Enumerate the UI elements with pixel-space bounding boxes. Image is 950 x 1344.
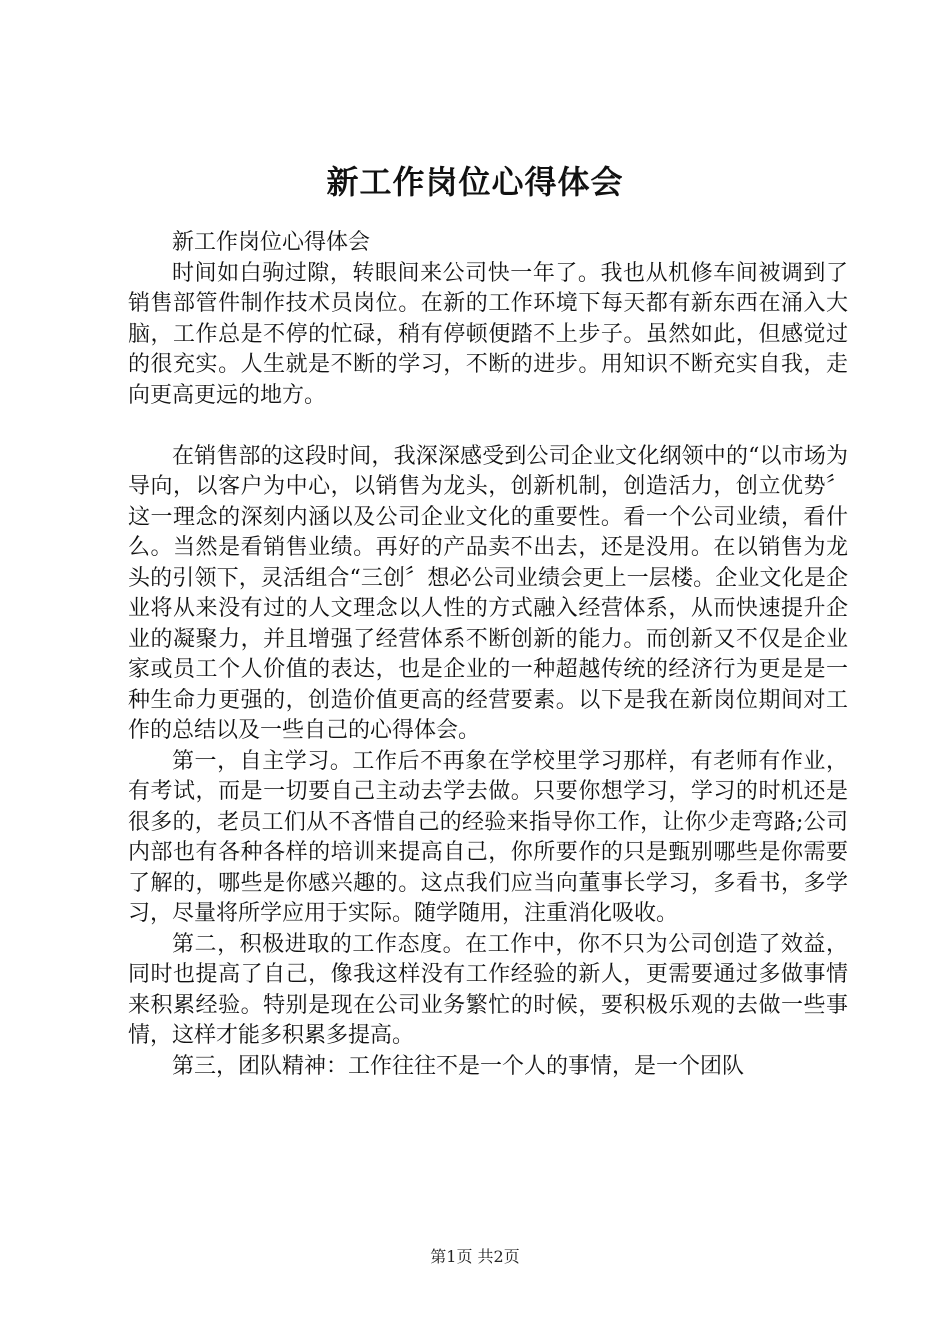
body-paragraph: 时间如白驹过隙，转眼间来公司快一年了。我也从机修车间被调到了销售部管件制作技术员岗位。在新的工作环境下每天都有新东西在涌入大脑，工作总是不停的忙碌，稍有停顿便踏不上步子。虽然如此，但感觉过的很充实。人生就是不断的学习，不断的进步。用知识不断充实自我，走向更高更远的地方。 [128, 260, 848, 408]
body-paragraph: 第一，自主学习。工作后不再象在学校里学习那样，有老师有作业，有考试，而是一切要自己主动去学去做。只要你想学习，学习的时机还是很多的，老员工们从不吝惜自己的经验来指导你工作，让你少走弯路;公司内部也有各种各样的培训来提高自己，你所要作的只是甄别哪些是你需要了解的，哪些是你感兴趣的。这点我们应当向董事长学习，多看书，多学习，尽量将所学应用于实际。随学随用，注重消化吸收。 [128, 748, 848, 926]
body-paragraph: 在销售部的这段时间，我深深感受到公司企业文化纲领中的“以市场为导向，以客户为中心，以销售为龙头，创新机制，创造活力，创立优势〞这一理念的深刻内涵以及公司企业文化的重要性。看一个公司业绩，看什么。当然是看销售业绩。再好的产品卖不出去，还是没用。在以销售为龙头的引领下，灵活组合“三创〞想必公司业绩会更上一层楼。企业文化是企业将从来没有过的人文理念以人性的方式融入经营体系，从而快速提升企业的凝聚力，并且增强了经营体系不断创新的能力。而创新又不仅是企业家或员工个人价值的表达，也是企业的一种超越传统的经济行为更是是一种生命力更强的，创造价值更高的经营要素。以下是我在新岗位期间对工作的总结以及一些自己的心得体会。 [128, 443, 848, 743]
document-title: 新工作岗位心得体会 [326, 163, 624, 201]
body-paragraph: 第三，团队精神：工作往往不是一个人的事情，是一个团队 [172, 1053, 745, 1079]
document-body [128, 228, 848, 1082]
page-number-footer: 第1页 共2页 [430, 1247, 520, 1266]
body-paragraph: 第二，积极进取的工作态度。在工作中，你不只为公司创造了效益，同时也提高了自己，像我这样没有工作经验的新人，更需要通过多做事情来积累经验。特别是现在公司业务繁忙的时候，要积极乐观的去做一些事情，这样才能多积累多提高。 [128, 931, 848, 1048]
body-paragraph-subtitle: 新工作岗位心得体会 [172, 230, 371, 255]
